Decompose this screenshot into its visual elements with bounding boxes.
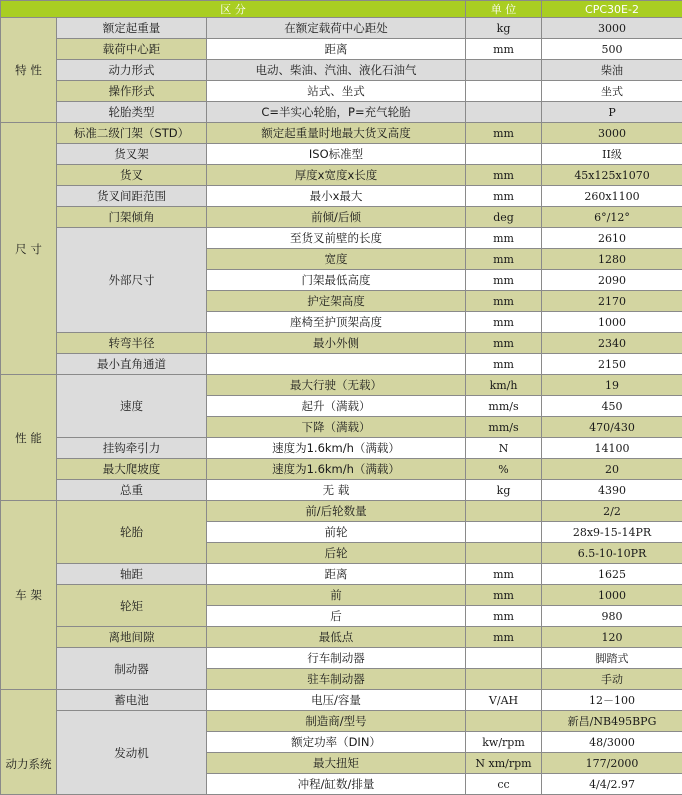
row-unit: cc xyxy=(466,774,542,795)
row-desc: 后 xyxy=(207,606,466,627)
table-row xyxy=(1,81,682,102)
row-unit: mm xyxy=(466,333,542,354)
row-unit xyxy=(466,522,542,543)
row-desc: 最小外侧 xyxy=(207,333,466,354)
row-name: 最大爬坡度 xyxy=(57,459,207,480)
row-name: 轮胎类型 xyxy=(57,102,207,123)
row-name: 离地间隙 xyxy=(57,627,207,648)
row-value: 2150 xyxy=(542,354,682,375)
row-desc: 制造商/型号 xyxy=(207,711,466,732)
row-desc: 行车制动器 xyxy=(207,648,466,669)
row-unit: mm xyxy=(466,186,542,207)
header-row xyxy=(1,1,682,18)
table-row xyxy=(1,165,682,186)
row-desc: 厚度x宽度x长度 xyxy=(207,165,466,186)
row-unit xyxy=(466,543,542,564)
row-desc: 驻车制动器 xyxy=(207,669,466,690)
row-unit: V/AH xyxy=(466,690,542,711)
row-value: 470/430 xyxy=(542,417,682,438)
row-unit: kg xyxy=(466,480,542,501)
row-desc: 最小x最大 xyxy=(207,186,466,207)
row-value: 20 xyxy=(542,459,682,480)
row-unit: mm xyxy=(466,606,542,627)
row-name: 操作形式 xyxy=(57,81,207,102)
table-row xyxy=(1,207,682,228)
table-row xyxy=(1,144,682,165)
row-unit: mm xyxy=(466,123,542,144)
row-unit xyxy=(466,711,542,732)
row-desc: 前轮 xyxy=(207,522,466,543)
row-unit: mm xyxy=(466,627,542,648)
row-desc: 最大扭矩 xyxy=(207,753,466,774)
row-unit: mm xyxy=(466,354,542,375)
row-name: 轴距 xyxy=(57,564,207,585)
row-unit: mm xyxy=(466,585,542,606)
row-desc: 最大行驶（无载） xyxy=(207,375,466,396)
row-value: P xyxy=(542,102,682,123)
row-desc: 前 xyxy=(207,585,466,606)
row-unit: mm xyxy=(466,564,542,585)
row-value: 2340 xyxy=(542,333,682,354)
row-unit: mm xyxy=(466,291,542,312)
row-value: 980 xyxy=(542,606,682,627)
table-row xyxy=(1,585,682,606)
row-value: 新昌/NB495BPG xyxy=(542,711,682,732)
row-unit xyxy=(466,102,542,123)
row-name: 外部尺寸 xyxy=(57,228,207,333)
table-row xyxy=(1,228,682,249)
row-desc: 站式、坐式 xyxy=(207,81,466,102)
row-value: 2170 xyxy=(542,291,682,312)
row-name: 载荷中心距 xyxy=(57,39,207,60)
section-dimensions: 尺 寸 xyxy=(1,123,57,375)
row-value: 500 xyxy=(542,39,682,60)
row-value: 1000 xyxy=(542,312,682,333)
row-value: 6.5-10-10PR xyxy=(542,543,682,564)
row-value: II级 xyxy=(542,144,682,165)
row-desc: 后轮 xyxy=(207,543,466,564)
table-row xyxy=(1,711,682,732)
row-unit: kw/rpm xyxy=(466,732,542,753)
row-value: 3000 xyxy=(542,123,682,144)
row-desc: 电动、柴油、汽油、液化石油气 xyxy=(207,60,466,81)
row-name: 制动器 xyxy=(57,648,207,690)
header-unit: 单 位 xyxy=(466,1,542,18)
row-value: 坐式 xyxy=(542,81,682,102)
row-value: 4/4/2.97 xyxy=(542,774,682,795)
table-row xyxy=(1,60,682,81)
row-unit: km/h xyxy=(466,375,542,396)
row-unit xyxy=(466,669,542,690)
header-model: CPC30E-2 xyxy=(542,1,682,18)
table-row xyxy=(1,564,682,585)
table-row xyxy=(1,18,682,39)
row-value: 28x9-15-14PR xyxy=(542,522,682,543)
table-row xyxy=(1,438,682,459)
row-name: 蓄电池 xyxy=(57,690,207,711)
row-value: 12－100 xyxy=(542,690,682,711)
row-unit: kg xyxy=(466,18,542,39)
row-name: 轮胎 xyxy=(57,501,207,564)
row-unit: mm xyxy=(466,165,542,186)
section-characteristics: 特 性 xyxy=(1,18,57,123)
row-name: 发动机 xyxy=(57,711,207,795)
row-desc: ISO标准型 xyxy=(207,144,466,165)
row-desc: 至货叉前壁的长度 xyxy=(207,228,466,249)
section-powertrain: 动力系统 xyxy=(1,690,57,795)
table-row xyxy=(1,375,682,396)
row-unit xyxy=(466,648,542,669)
row-value: 1625 xyxy=(542,564,682,585)
row-value: 脚踏式 xyxy=(542,648,682,669)
table-row xyxy=(1,354,682,375)
row-value: 177/2000 xyxy=(542,753,682,774)
row-desc: 门架最低高度 xyxy=(207,270,466,291)
row-value: 2610 xyxy=(542,228,682,249)
row-value: 6°/12° xyxy=(542,207,682,228)
row-unit: mm xyxy=(466,270,542,291)
table-row xyxy=(1,648,682,669)
row-value: 450 xyxy=(542,396,682,417)
row-name: 货叉架 xyxy=(57,144,207,165)
row-unit xyxy=(466,501,542,522)
row-desc: 护定架高度 xyxy=(207,291,466,312)
table-row xyxy=(1,627,682,648)
row-unit: mm/s xyxy=(466,396,542,417)
row-value: 2/2 xyxy=(542,501,682,522)
row-unit xyxy=(466,60,542,81)
row-desc: 下降（满载） xyxy=(207,417,466,438)
row-desc: C=半实心轮胎，P=充气轮胎 xyxy=(207,102,466,123)
row-unit: mm xyxy=(466,249,542,270)
section-performance: 性 能 xyxy=(1,375,57,501)
row-desc: 在额定载荷中心距处 xyxy=(207,18,466,39)
row-value: 260x1100 xyxy=(542,186,682,207)
row-value: 2090 xyxy=(542,270,682,291)
row-desc: 最低点 xyxy=(207,627,466,648)
row-name: 货叉间距范围 xyxy=(57,186,207,207)
row-desc: 距离 xyxy=(207,39,466,60)
row-unit: mm xyxy=(466,39,542,60)
row-desc: 电压/容量 xyxy=(207,690,466,711)
row-desc: 宽度 xyxy=(207,249,466,270)
row-name: 标准二级门架（STD） xyxy=(57,123,207,144)
row-value: 3000 xyxy=(542,18,682,39)
row-desc: 前/后轮数量 xyxy=(207,501,466,522)
table-row xyxy=(1,186,682,207)
row-value: 45x125x1070 xyxy=(542,165,682,186)
table-row xyxy=(1,501,682,522)
row-name: 轮矩 xyxy=(57,585,207,627)
row-name: 挂钩牵引力 xyxy=(57,438,207,459)
row-desc: 额定起重量时地最大货叉高度 xyxy=(207,123,466,144)
row-unit: mm xyxy=(466,312,542,333)
table-row xyxy=(1,690,682,711)
row-unit: mm xyxy=(466,228,542,249)
row-name: 货叉 xyxy=(57,165,207,186)
row-name: 速度 xyxy=(57,375,207,438)
row-unit: % xyxy=(466,459,542,480)
row-value: 19 xyxy=(542,375,682,396)
table-row xyxy=(1,480,682,501)
row-unit: N xyxy=(466,438,542,459)
table-row xyxy=(1,102,682,123)
row-desc: 前倾/后倾 xyxy=(207,207,466,228)
table-row xyxy=(1,333,682,354)
row-value: 柴油 xyxy=(542,60,682,81)
row-name: 最小直角通道 xyxy=(57,354,207,375)
row-unit xyxy=(466,144,542,165)
row-unit xyxy=(466,81,542,102)
row-name: 门架倾角 xyxy=(57,207,207,228)
row-unit: mm/s xyxy=(466,417,542,438)
row-unit: deg xyxy=(466,207,542,228)
row-value: 1000 xyxy=(542,585,682,606)
row-value: 1280 xyxy=(542,249,682,270)
row-name: 转弯半径 xyxy=(57,333,207,354)
row-unit: N xm/rpm xyxy=(466,753,542,774)
table-row xyxy=(1,39,682,60)
row-name: 额定起重量 xyxy=(57,18,207,39)
row-desc: 额定功率（DIN） xyxy=(207,732,466,753)
header-category: 区 分 xyxy=(1,1,466,18)
row-desc: 距离 xyxy=(207,564,466,585)
row-name: 动力形式 xyxy=(57,60,207,81)
row-desc: 无 载 xyxy=(207,480,466,501)
row-desc: 座椅至护顶架高度 xyxy=(207,312,466,333)
row-desc: 冲程/缸数/排量 xyxy=(207,774,466,795)
row-name: 总重 xyxy=(57,480,207,501)
row-desc: 速度为1.6km/h（满载） xyxy=(207,438,466,459)
row-value: 4390 xyxy=(542,480,682,501)
table-row xyxy=(1,123,682,144)
row-value: 120 xyxy=(542,627,682,648)
row-value: 48/3000 xyxy=(542,732,682,753)
row-value: 手动 xyxy=(542,669,682,690)
table-row xyxy=(1,459,682,480)
row-desc: 速度为1.6km/h（满载） xyxy=(207,459,466,480)
row-desc: 起升（满载） xyxy=(207,396,466,417)
row-value: 14100 xyxy=(542,438,682,459)
section-chassis: 车 架 xyxy=(1,501,57,690)
row-desc xyxy=(207,354,466,375)
